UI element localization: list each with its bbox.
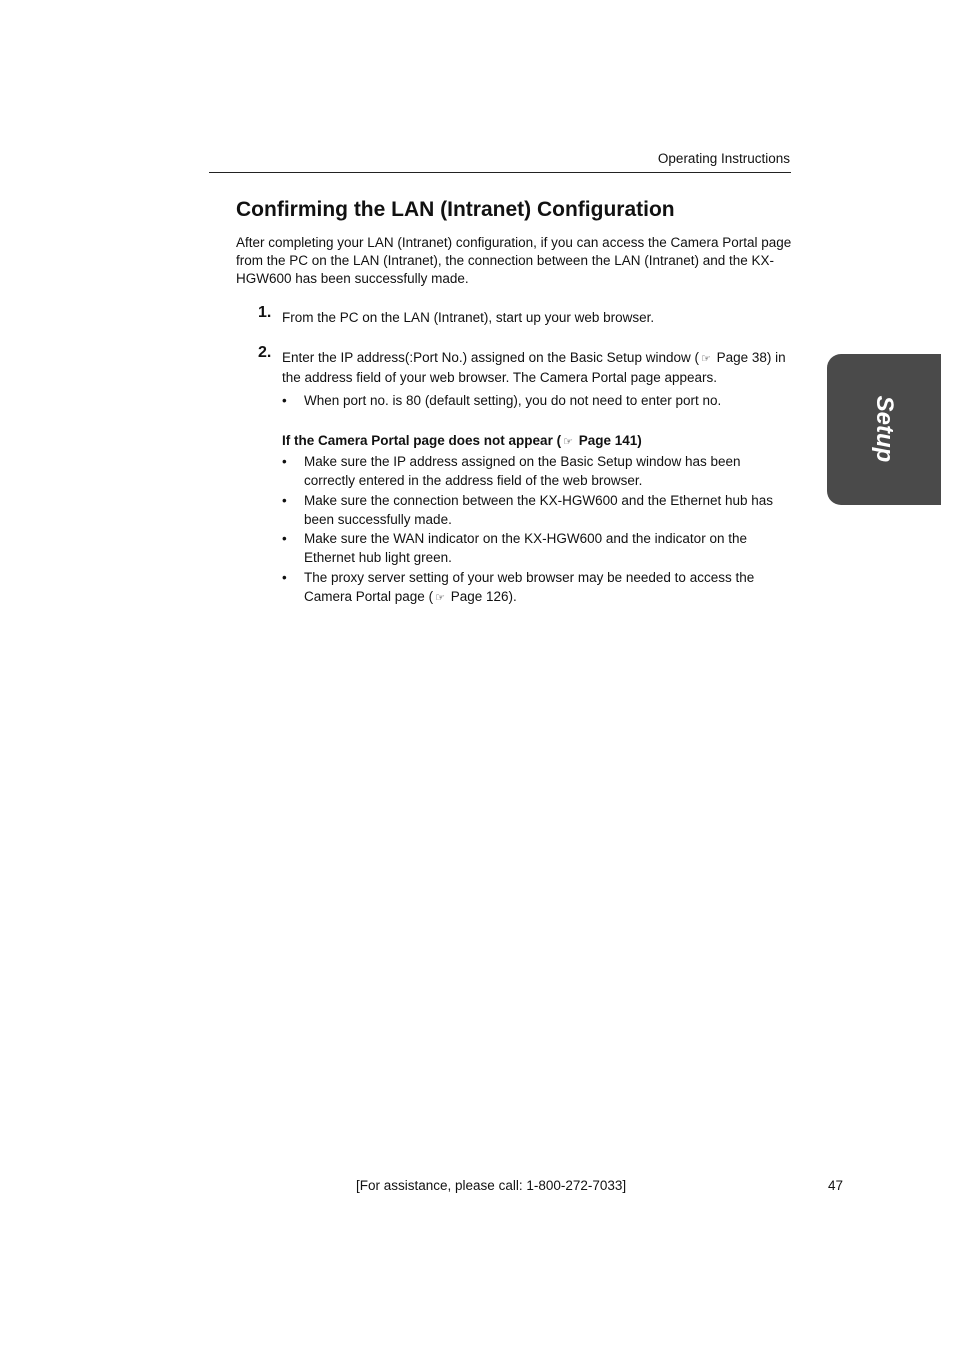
troubleshoot-heading-end: Page 141): [574, 433, 642, 448]
bullet-marker: •: [282, 570, 287, 585]
page-number: 47: [828, 1178, 844, 1193]
troubleshoot-heading: [282, 433, 642, 448]
troubleshoot-heading-start: If the Camera Portal page does not appear (: [282, 433, 562, 448]
troubleshoot-bullet: [282, 492, 792, 529]
section-tab: [827, 354, 941, 505]
header-divider: [209, 172, 791, 173]
assistance-footer: [For assistance, please call: 1-800-272-7033]: [356, 1178, 627, 1193]
pointing-hand-icon: ☞: [435, 591, 445, 604]
pointing-hand-icon: ☞: [563, 436, 573, 448]
step-text-end: Page 38) in the address field of your web browser. The Camera Portal page appears.: [282, 350, 786, 385]
bullet-text: Make sure the WAN indicator on the KX-HGW600 and the indicator on the Ethernet hub light green.: [304, 531, 747, 565]
step-number: 2.: [258, 344, 272, 361]
step-1: [258, 304, 792, 328]
bullet-marker: •: [282, 393, 287, 408]
pointing-hand-icon: ☞: [700, 353, 711, 365]
troubleshoot-bullet: [282, 530, 792, 567]
section-tab-label: Setup: [871, 395, 898, 463]
bullet-text: Make sure the IP address assigned on the Basic Setup window has been correctly entered in the address field of the web browser.: [304, 454, 741, 488]
bullet-text: Make sure the connection between the KX-HGW600 and the Ethernet hub has been successfully made.: [304, 493, 774, 527]
running-header: Operating Instructions: [657, 151, 790, 166]
step-number: 1.: [258, 304, 272, 321]
step-text: From the PC on the LAN (Intranet), start up your web browser.: [282, 310, 655, 325]
note-text: When port no. is 80 (default setting), you do not need to enter port no.: [304, 393, 722, 408]
note-bullet: [282, 392, 792, 411]
troubleshoot-bullet: [282, 453, 792, 490]
intro-paragraph: After completing your LAN (Intranet) configuration, if you can access the Camera Portal page from the PC on the LAN (Intranet), the connection between the LAN (Intranet) and the KX-HGW600 has been successfully made.: [236, 235, 792, 286]
step-text-start: Enter the IP address(:Port No.) assigned on the Basic Setup window (: [282, 350, 699, 365]
step-text: [282, 349, 792, 387]
bullet-text-start: The proxy server setting of your web browser may be needed to access the Camera Portal page (: [304, 570, 755, 604]
bullet-marker: •: [282, 531, 287, 546]
bullet-marker: •: [282, 454, 287, 469]
step-2: [258, 344, 792, 387]
bullet-text: [304, 569, 792, 607]
bullet-text-end: Page 126).: [446, 588, 517, 604]
bullet-marker: •: [282, 493, 287, 508]
troubleshoot-bullet: [282, 569, 792, 607]
section-title: Confirming the LAN (Intranet) Configuration: [236, 198, 675, 221]
